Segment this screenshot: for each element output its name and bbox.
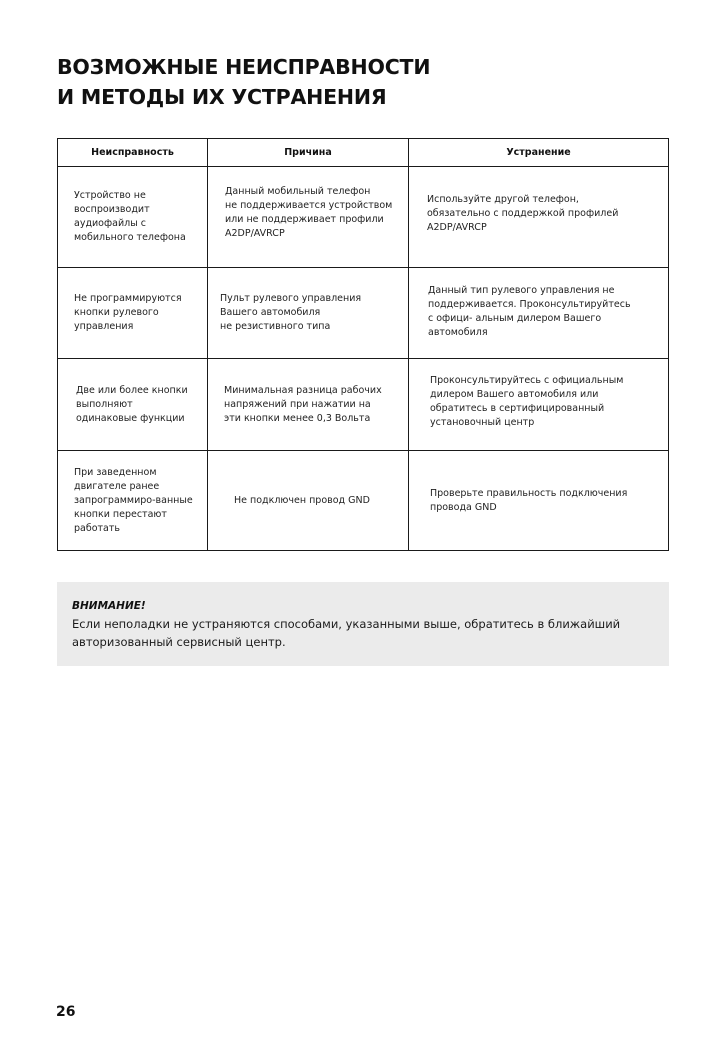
cell-line: Устройство не	[74, 190, 146, 201]
cell-line: мобильного телефона	[74, 232, 186, 243]
cell-line: Проверьте правильность подключения	[430, 487, 628, 499]
cell-line: обязательно с поддержкой профилей	[427, 208, 619, 219]
cell-line: двигателе ранее	[74, 480, 160, 492]
cell-line: управления	[74, 321, 134, 332]
cell-line: воспроизводит	[74, 204, 150, 215]
cell-line: Две или более кнопки	[76, 384, 188, 396]
table-cell-fix	[430, 359, 668, 444]
cell-line: Проконсультируйтесь с официальным	[430, 374, 624, 386]
cell-line: установочный центр	[430, 416, 535, 428]
cell-line: Не программируются	[74, 293, 182, 304]
cell-line: Пульт рулевого управления	[220, 293, 362, 304]
cell-line: одинаковые функции	[76, 412, 185, 424]
cell-line: Данный тип рулевого управления не	[428, 285, 615, 296]
cell-line: провода GND	[430, 501, 497, 513]
cell-line: Минимальная разница рабочих	[224, 384, 382, 396]
header-problem: Неисправность	[91, 147, 174, 158]
header-cause: Причина	[284, 147, 332, 158]
notice-line: Если неполадки не устраняются способами, указанными выше, обратитесь в ближайший	[72, 617, 621, 631]
notice-line: авторизованный сервисный центр.	[72, 635, 286, 649]
column-divider	[408, 139, 409, 550]
cell-line: поддерживается. Проконсультируйтесь	[428, 299, 631, 310]
cell-line: выполняют	[76, 398, 133, 410]
cell-line: кнопки перестают	[74, 508, 167, 520]
page-title-line-1: ВОЗМОЖНЫЕ НЕИСПРАВНОСТИ	[57, 55, 431, 79]
cell-line: A2DP/AVRCP	[427, 222, 487, 233]
table-cell-cause	[225, 167, 408, 259]
cell-line: Вашего автомобиля	[220, 307, 321, 318]
cell-line: запрограммиро-ванные	[74, 494, 193, 506]
page-title-line-2: И МЕТОДЫ ИХ УСТРАНЕНИЯ	[57, 85, 387, 109]
table-cell-cause	[220, 268, 408, 358]
column-divider	[207, 139, 208, 550]
cell-line: Не подключен провод GND	[234, 494, 370, 506]
page-title	[57, 52, 677, 112]
cell-line: автомобиля	[428, 327, 488, 338]
cell-line: Данный мобильный телефон	[225, 186, 371, 197]
table-cell-problem	[74, 167, 207, 267]
troubleshooting-table	[57, 138, 669, 551]
cell-line: A2DP/AVRCP	[225, 228, 285, 239]
header-fix: Устранение	[506, 147, 571, 158]
table-cell-fix	[427, 167, 668, 261]
table-cell-problem	[74, 268, 207, 358]
cell-line: обратитесь в сертифицированный	[430, 402, 605, 414]
cell-line: с офици- альным дилером Вашего	[428, 313, 602, 324]
table-cell-problem	[74, 451, 207, 550]
notice-title: ВНИМАНИЕ!	[72, 600, 146, 612]
table-cell-cause	[234, 451, 408, 550]
cell-line: не резистивного типа	[220, 321, 331, 332]
cell-line: Используйте другой телефон,	[427, 194, 579, 205]
table-cell-problem	[76, 359, 207, 450]
cell-line: работать	[74, 522, 121, 534]
table-cell-fix	[430, 451, 668, 550]
cell-line: напряжений при нажатии на	[224, 398, 371, 410]
notice-text	[72, 615, 654, 651]
cell-line: не поддерживается устройством	[225, 200, 393, 211]
table-cell-fix	[428, 268, 668, 356]
cell-line: или не поддерживает профили	[225, 214, 384, 225]
cell-line: При заведенном	[74, 466, 157, 478]
table-cell-cause	[224, 359, 408, 450]
cell-line: аудиофайлы с	[74, 218, 146, 229]
cell-line: дилером Вашего автомобиля или	[430, 388, 599, 400]
cell-line: кнопки рулевого	[74, 307, 159, 318]
page-number: 26	[56, 1004, 76, 1020]
cell-line: эти кнопки менее 0,3 Вольта	[224, 412, 371, 424]
warning-notice	[57, 582, 669, 666]
